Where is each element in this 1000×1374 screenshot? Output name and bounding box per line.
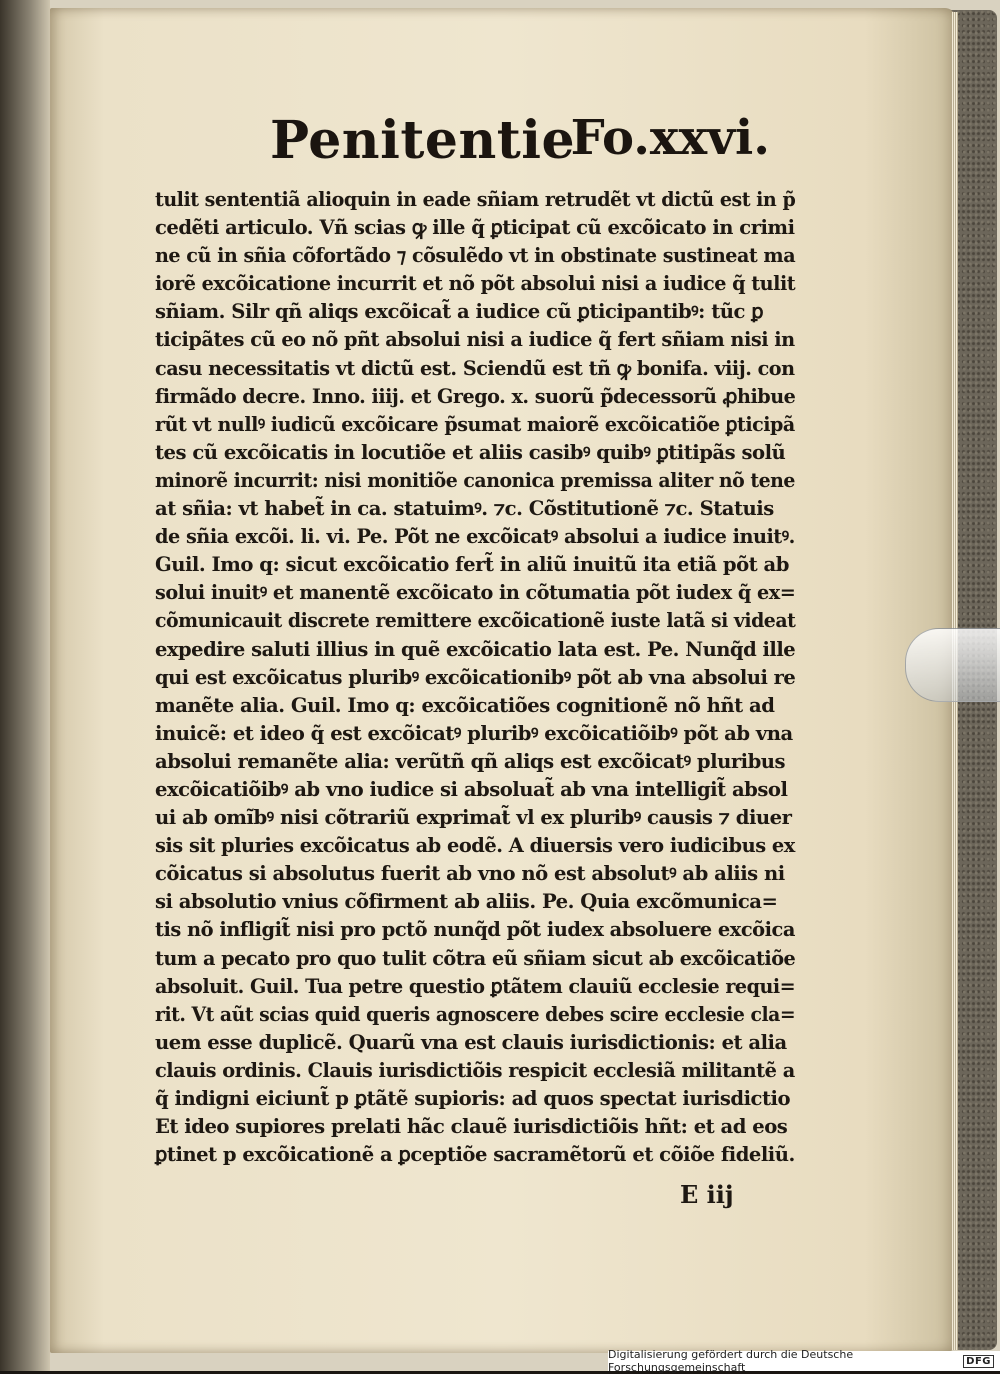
text-line: minorẽ incurrit: nisi monitiõe canonica premissa aliter nõ tene [155, 468, 795, 492]
text-line: solui inuitꝰ et manentẽ excõicato in cõtumatia põt iudex q̃ ex= [155, 581, 796, 605]
text-line: excõicatiõibꝰ ab vno iudice si absoluat̃ ab vna intelligit̃ absol [155, 777, 788, 801]
text-line: Guil. Imo q: sicut excõicatio fert̃ in aliũ inuitũ ita etiã põt ab [155, 553, 789, 577]
text-line: iorẽ excõicatione incurrit et nõ põt absolui nisi a iudice q̃ tulit [155, 272, 796, 296]
text-line: rit. Vt aũt scias quid queris agnoscere debes scire ecclesie cla= [155, 1002, 796, 1026]
running-head: Penitentie [270, 110, 576, 171]
text-line: Et ideo supiores prelati hãc clauẽ iurisdictiõis hñt: et ad eos [155, 1115, 788, 1139]
signature-mark: E iij [680, 1180, 734, 1209]
text-line: tis nõ infligit̃ nisi pro pctõ nunq̃d põt iudex absoluere excõica [155, 918, 795, 942]
text-line: manẽte alia. Guil. Imo q: excõicatiões cognitionẽ nõ hñt ad [155, 693, 775, 717]
text-line: tum a pecato pro quo tulit cõtra eũ sñiam sicut ab excõicatiõe [155, 946, 796, 970]
text-line: cõmunicauit discrete remittere excõicationẽ iuste latã si videat [155, 609, 796, 633]
page-header [270, 110, 770, 180]
page-clip [905, 628, 1000, 702]
footer-bar [608, 1348, 1000, 1374]
text-line: de sñia excõi. li. vi. Pe. Põt ne excõicatꝰ absolui a iudice inuitꝰ. [155, 525, 795, 549]
dfg-logo: DFG [963, 1355, 994, 1368]
text-line: rũt vt nullꝰ iudicũ excõicare p̃sumat maiorẽ excõicatiõe ꝑticipã [155, 412, 795, 436]
text-line: clauis ordinis. Clauis iurisdictiõis respicit ecclesiã militantẽ a [155, 1058, 795, 1082]
text-line: ticipãtes cũ eo nõ pñt absolui nisi a iudice q̃ fert sñiam nisi in [155, 328, 795, 352]
text-line: q̃ indigni eiciunt̃ p ꝑtãtẽ supioris: ad quos spectat iurisdictio [155, 1087, 791, 1110]
text-line: casu necessitatis vt dictũ est. Sciendũ est tñ ꝙ bonifa. viij. con [155, 356, 795, 380]
text-line: uem esse duplicẽ. Quarũ vna est clauis iurisdictionis: et alia [155, 1030, 787, 1054]
footer-credit: Digitalisierung gefördert durch die Deutsche Forschungsgemeinschaft [608, 1348, 854, 1374]
text-line: cedẽti articulo. Vñ scias ꝙ ille q̃ ꝑticipat cũ excõicato in crimi [155, 216, 795, 240]
text-line: absoluit. Guil. Tua petre questio ꝑtãtem clauiũ ecclesie requi= [155, 974, 796, 998]
text-line: cõicatus si absolutus fuerit ab vno nõ est absolutꝰ ab aliis ni [155, 862, 785, 886]
text-line: ꝑtinet p excõicationẽ a ꝑceptiõe sacramẽtorũ et cõiõe fideliũ. [155, 1143, 795, 1167]
text-line: tulit sententiã alioquin in eade sñiam retrudẽt vt dictũ est in p̃ [155, 188, 796, 211]
text-line: si absolutio vnius cõfirment ab aliis. Pe. Quia excõmunica= [155, 890, 778, 914]
text-line: ui ab omĩbꝰ nisi cõtrariũ exprimat̃ vl ex pluribꝰ causis ⁊ diuer [155, 806, 792, 830]
text-line: firmãdo decre. Inno. iiij. et Grego. x. suorũ p̃decessorũ ꝓhibue [155, 384, 796, 408]
text-line: inuicẽ: et ideo q̃ est excõicatꝰ pluribꝰ excõicatiõibꝰ põt ab vna [155, 721, 793, 745]
folio-number: Fo.xxvi. [570, 110, 770, 166]
text-block [155, 186, 795, 1169]
text-line: qui est excõicatus pluribꝰ excõicationibꝰ põt ab vna absolui re [155, 665, 796, 689]
text-line: expedire saluti illius in quẽ excõicatio lata est. Pe. Nunq̃d ille [155, 637, 796, 661]
text-line: sis sit pluries excõicatus ab eodẽ. A diuersis vero iudicibus ex [155, 834, 795, 858]
text-line: at sñia: vt habet̃ in ca. statuimꝰ. ⁊c. Cõstitutionẽ ⁊c. Statuis [155, 497, 774, 521]
text-line: tes cũ excõicatis in locutiõe et aliis casibꝰ quibꝰ ꝑtitipãs solũ [155, 440, 786, 464]
binding-spine [0, 0, 50, 1371]
text-line: ne cũ in sñia cõfortãdo ⁊ cõsulẽdo vt in obstinate sustineat ma [155, 244, 796, 268]
text-line: sñiam. Silr qñ aliqs excõicat̃ a iudice cũ ꝑticipantibꝰ: tũc ꝑ [155, 300, 764, 324]
text-line: absolui remanẽte alia: verũtñ qñ aliqs est excõicatꝰ pluribus [155, 749, 786, 773]
